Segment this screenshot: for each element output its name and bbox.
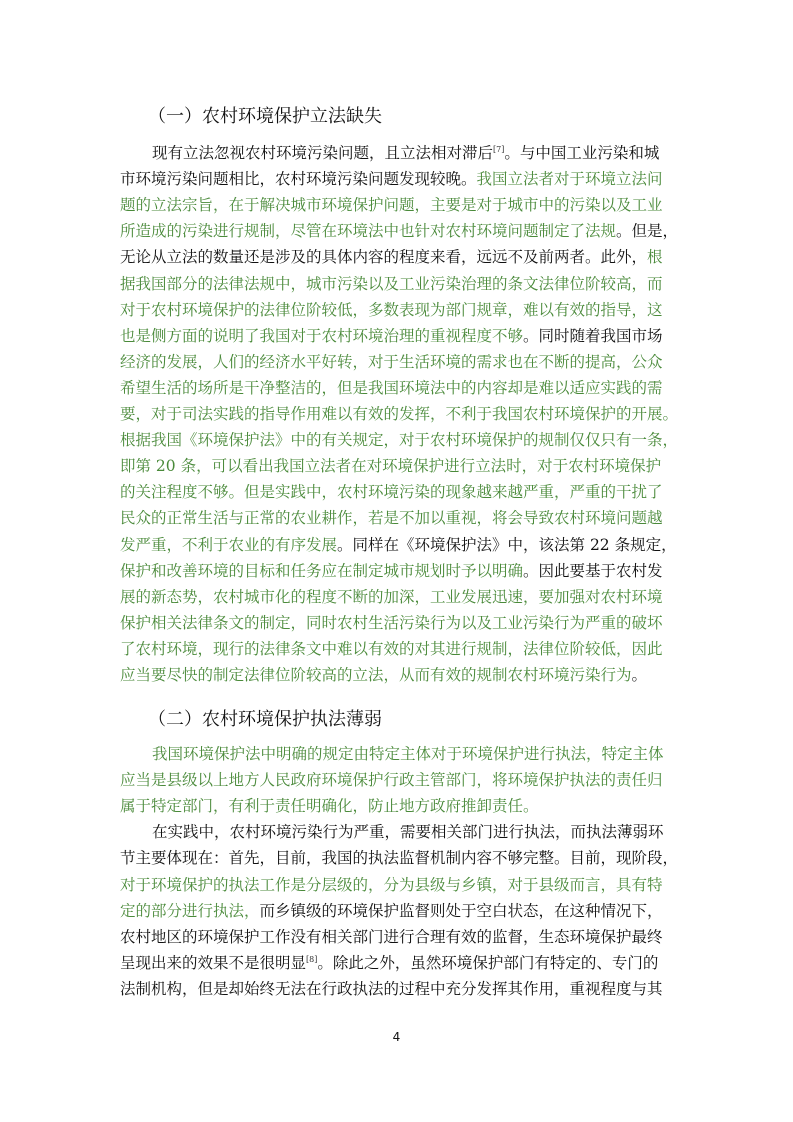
text-segment: 所造成的污染进行规制，尽管在环境法中也针对农村环境问题制定了法规: [120, 222, 617, 241]
text-segment: 我国立法者对于环境立法问: [476, 170, 663, 189]
text-segment: 据我国部分的法律法规中，城市污染以及工业污染治理的条文法律位阶较高，而: [120, 274, 663, 293]
text-segment: 对于环境保护的执法工作是分层级的，分为县级与乡镇，对于县级而言，具有特: [120, 875, 663, 894]
text-segment: 现有立法忽视农村环境污染问题，且立法相对滞后: [152, 144, 494, 162]
text-segment: 。同时随着我国市场: [523, 326, 663, 345]
section-heading-enforcement: （二）农村环境保护执法薄弱: [148, 709, 382, 730]
text-line: [120, 404, 680, 424]
text-segment: 。与中国工业污染和城: [504, 144, 660, 162]
text-line: [120, 169, 680, 189]
text-line: [120, 848, 680, 868]
text-line: [120, 665, 680, 685]
text-segment: 根: [647, 248, 663, 267]
text-segment: 节主要体现在：首先，目前，我国的执法监督机制内容不够完整。目前，现阶段，: [120, 849, 679, 868]
text-segment: 法制机构，但是却始终无法在行政执法的过程中充分发挥其作用，重视程度与其: [120, 979, 663, 998]
text-segment: 对于农村环境保护的法律位阶较低，多数表现为部门规章，难以有效的指导，这: [120, 300, 663, 319]
text-segment: 农村地区的环境保护工作没有相关部门进行合理有效的监督，生态环境保护最终: [120, 927, 663, 946]
text-line: [152, 744, 680, 764]
text-segment: 保护和改善环境的目标和任务应在制定城市规划时予以明确: [120, 561, 524, 580]
text-line: [120, 535, 680, 555]
text-segment: 展的新态势，农村城市化的程度不断的加深，工业发展迅速，要加强对农村环境: [120, 587, 663, 606]
text-segment: 经济的发展，人们的经济水平好转，对于生活环境的需求也在不断的提高，公众: [120, 352, 663, 371]
citation-ref: [7]: [493, 144, 505, 154]
text-segment: 呈现出来的效果不是很明显: [120, 953, 307, 972]
text-line: [120, 796, 680, 816]
text-segment: 无论从立法的数量还是涉及的具体内容的程度来看，远远不及前两者。此外，: [120, 248, 648, 267]
text-line: [120, 456, 680, 476]
text-segment: 应当要尽快的制定法律位阶较高的立法，从而有效的规制农村环境污染行为: [120, 666, 632, 684]
text-line: [120, 561, 680, 581]
text-segment: 题的立法宗旨，在于解决城市环境保护问题，主要是对于城市中的污染以及工业: [120, 196, 663, 215]
text-segment: 民众的正常生活与正常的农业耕作，若是不加以重视，将会导致农村环境问题越: [120, 509, 663, 528]
text-segment: 。因此要基于农村发: [523, 561, 663, 580]
text-segment: 。: [631, 666, 648, 684]
text-line: [120, 587, 680, 607]
text-line: [120, 901, 680, 921]
text-segment: 我国环境保护法中明确的规定由特定主体对于环境保护进行执法，特定主体: [152, 745, 664, 763]
text-segment: 根据我国《环境保护法》中的有关规定，对于农村环境保护的规制仅仅只有一条，: [120, 431, 679, 450]
text-line: [120, 508, 680, 528]
text-line: [120, 352, 680, 372]
text-segment: 在实践中，农村环境污染行为严重，需要相关部门进行执法，而执法薄弱环: [152, 823, 664, 842]
text-segment: 了农村环境，现行的法律条文中难以有效的对其进行规制，法律位阶较低，因此: [120, 639, 663, 658]
text-segment: 。但是，: [616, 222, 679, 241]
text-segment: 的关注程度不够。但是实践中，农村环境污染的现象越来越严重，严重的干扰了: [120, 483, 663, 502]
text-line: [120, 875, 680, 895]
text-segment: 发严重，不利于农业的有序发展: [120, 535, 338, 554]
text-segment: 也是侧方面的说明了我国对于农村环境治理的重视程度不够: [120, 326, 524, 345]
text-line: [120, 927, 680, 947]
text-line: [120, 326, 680, 346]
text-line: [120, 300, 680, 320]
text-line: [120, 639, 680, 659]
text-line: [152, 143, 680, 163]
text-line: [120, 221, 680, 241]
text-line: [120, 195, 680, 215]
text-segment: 市环境污染问题相比，农村环境污染问题发现较晚。: [120, 170, 477, 189]
text-line: [120, 482, 680, 502]
text-line: [152, 822, 680, 842]
text-segment: 要，对于司法实践的指导作用难以有效的发挥，不利于我国农村环境保护的开展。: [120, 405, 679, 423]
text-segment: 属于特定部门，有利于责任明确化，防止地方政府推卸责任。: [120, 797, 539, 816]
text-segment: 。除此之外，虽然环境保护部门有特定的、专门的: [317, 953, 659, 972]
text-line: [120, 613, 680, 633]
text-line: [120, 430, 680, 450]
text-segment: 定的部分进行执法，: [120, 901, 260, 920]
page-number: 4: [392, 1030, 401, 1044]
text-segment: 保护相关法律条文的制定，同时农村生活污染行为以及工业污染行为严重的破坏: [120, 613, 663, 632]
text-line: [120, 770, 680, 790]
text-line: [120, 979, 680, 999]
text-line: [120, 274, 680, 294]
citation-ref: [8]: [306, 954, 318, 964]
text-line: [120, 953, 680, 973]
text-segment: 而乡镇级的环境保护监督则处于空白状态，在这种情况下，: [259, 901, 663, 920]
text-segment: 希望生活的场所是干净整洁的，但是我国环境法中的内容却是难以适应实践的需: [120, 378, 663, 397]
section-heading-legislation: （一）农村环境保护立法缺失: [148, 106, 382, 127]
text-segment: 应当是县级以上地方人民政府环境保护行政主管部门，将环境保护执法的责任归: [120, 771, 663, 790]
text-line: [120, 247, 680, 267]
text-line: [120, 378, 680, 398]
text-segment: 。同样在《环境保护法》中，该法第 22 条规定，: [337, 535, 677, 554]
text-segment: 即第 20 条，可以看出我国立法者在对环境保护进行立法时，对于农村环境保护: [120, 457, 662, 476]
